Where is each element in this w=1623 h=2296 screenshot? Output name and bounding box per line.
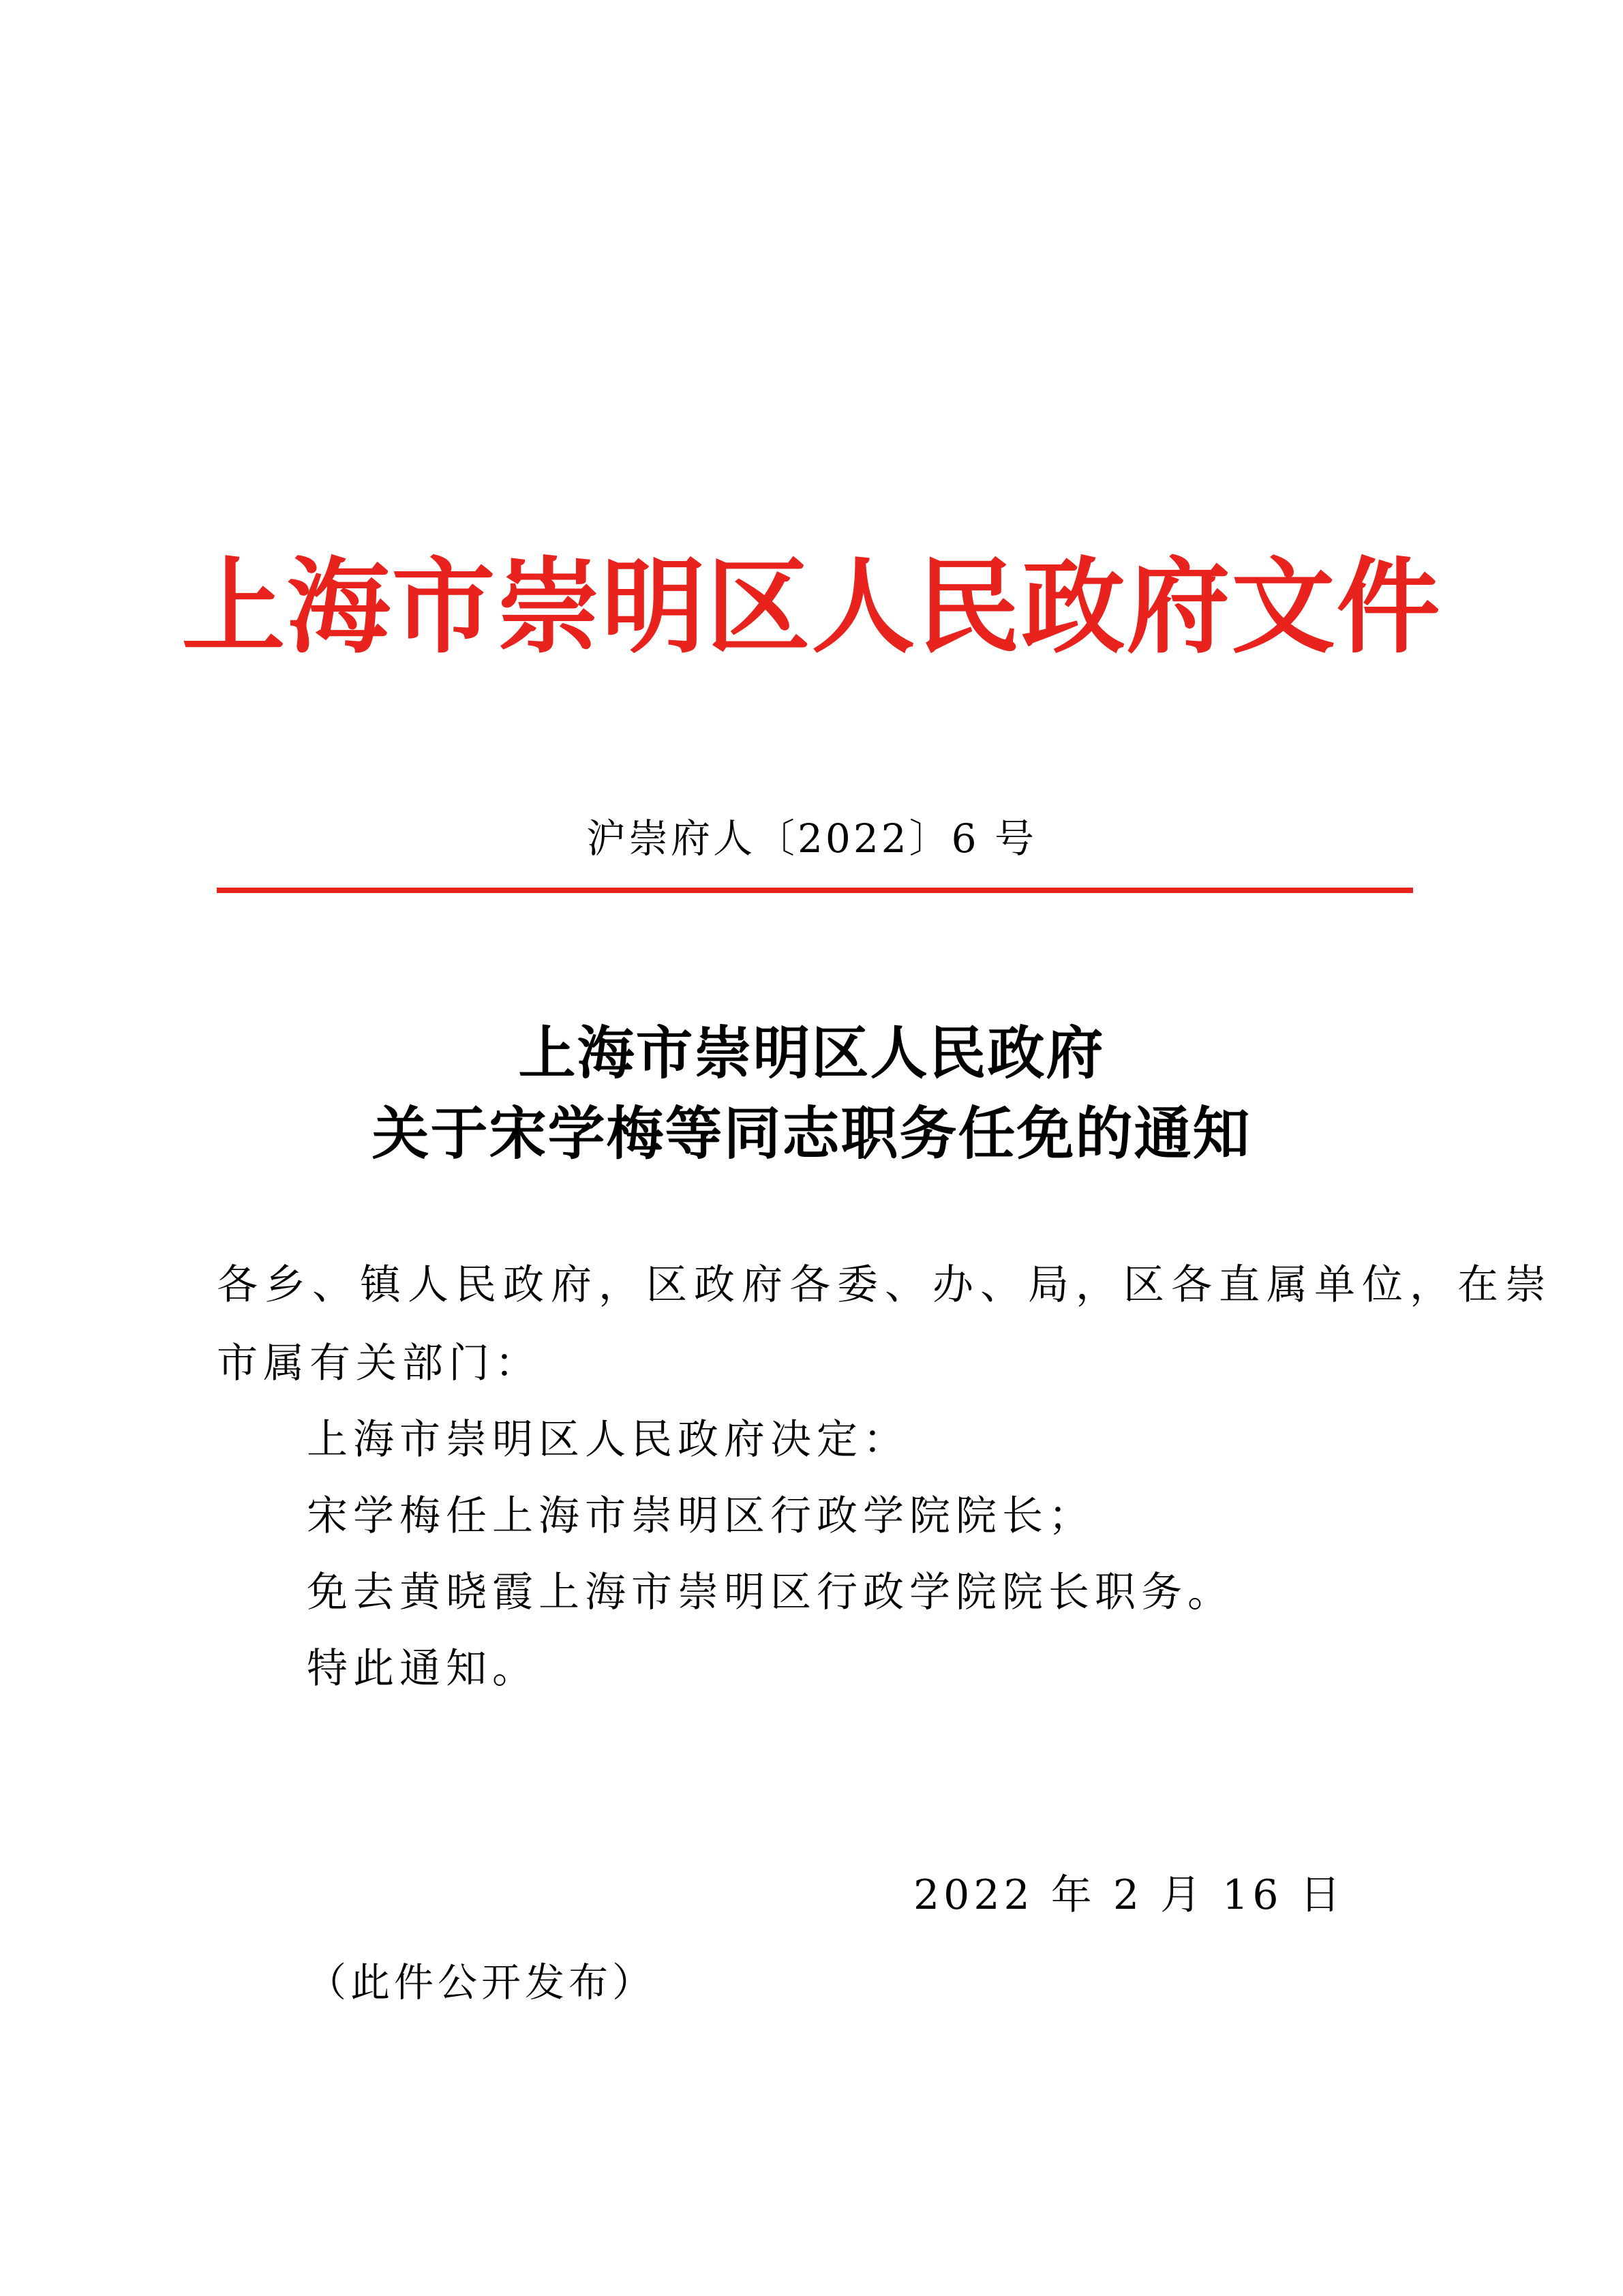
publication-note: （此件公开发布） [307,1959,656,2006]
document-number: 沪崇府人〔2022〕6 号 [586,815,1037,862]
red-divider-line [217,888,1413,893]
addressee-line-1: 各乡、镇人民政府，区政府各委、办、局，区各直属单位，在崇 [217,1261,1553,1309]
notice-title-line-1: 上海市崇明区人民政府 [518,1019,1105,1087]
masthead-title: 上海市崇明区人民政府文件 [181,545,1442,667]
body-paragraph: 宋学梅任上海市崇明区行政学院院长； [307,1492,1095,1540]
body-paragraph: 免去黄晓霞上海市崇明区行政学院院长职务。 [307,1569,1234,1616]
body-paragraph: 特此通知。 [307,1645,539,1693]
body-paragraph: 上海市崇明区人民政府决定： [307,1416,909,1464]
issue-date: 2022 年 2 月 16 日 [913,1871,1345,1919]
notice-title-line-2: 关于宋学梅等同志职务任免的通知 [371,1100,1252,1167]
addressee-line-2: 市属有关部门： [217,1340,541,1387]
